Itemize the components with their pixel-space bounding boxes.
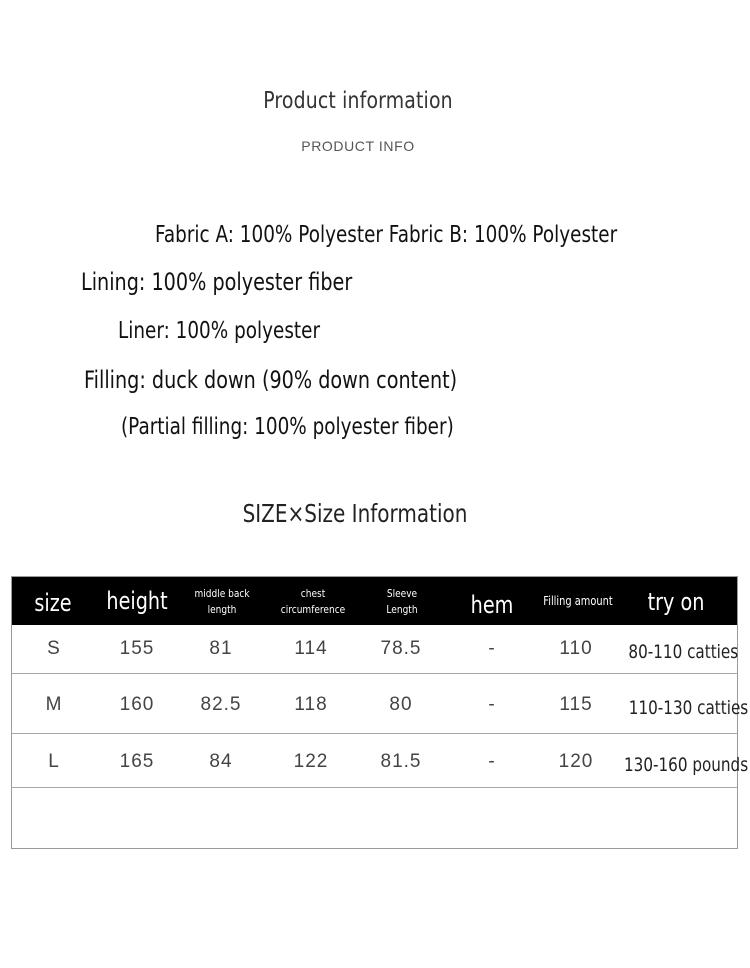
cell-size: S [47, 638, 61, 659]
cell-chest: 114 [294, 638, 328, 659]
page-title: Product information [263, 88, 453, 114]
header-size: size [34, 589, 72, 617]
material-liner: Liner: 100% polyester [118, 318, 321, 344]
cell-try-on: 130-160 pounds [624, 754, 749, 776]
header-chest-circumference [274, 586, 351, 618]
material-filling: Filling: duck down (90% down content) [84, 366, 458, 394]
table-empty-row [12, 788, 737, 848]
cell-size: L [48, 751, 60, 772]
size-table [11, 576, 749, 849]
cell-middle-back-length: 81 [209, 638, 233, 659]
cell-hem: - [488, 638, 496, 659]
cell-sleeve: 81.5 [380, 751, 422, 772]
cell-try-on: 110-130 catties [628, 697, 749, 719]
cell-chest: 118 [294, 694, 328, 715]
table-row [12, 734, 749, 788]
cell-size: M [45, 694, 63, 715]
material-fabric: Fabric A: 100% Polyester Fabric B: 100% Polyester [155, 222, 618, 248]
cell-middle-back-length: 84 [209, 751, 233, 772]
cell-middle-back-length: 82.5 [200, 694, 242, 715]
cell-sleeve: 78.5 [380, 638, 422, 659]
cell-sleeve: 80 [389, 694, 413, 715]
header-filling-amount: Filling amount [543, 594, 613, 608]
cell-height: 160 [119, 694, 155, 715]
header-sleeve-line1: Sleeve [386, 587, 418, 600]
header-middle-back-line2: length [207, 603, 237, 616]
size-table-header [12, 577, 737, 625]
header-height: height [106, 587, 168, 615]
cell-filling-amount: 115 [559, 694, 593, 715]
header-middle-back-length [188, 586, 257, 618]
cell-height: 155 [119, 638, 155, 659]
size-section-title: SIZE×Size Information [242, 499, 468, 528]
cell-height: 165 [119, 751, 155, 772]
material-partial-filling: (Partial filling: 100% polyester fiber) [121, 414, 454, 440]
table-row [12, 625, 737, 674]
header-hem: hem [470, 591, 514, 619]
table-row [12, 674, 749, 734]
header-chest-line2: circumference [280, 603, 346, 616]
cell-filling-amount: 120 [558, 751, 594, 772]
page-subtitle: PRODUCT INFO [301, 138, 415, 154]
header-sleeve-line2: Length [386, 603, 418, 616]
cell-hem: - [488, 751, 496, 772]
header-try-on: try on [647, 588, 705, 616]
cell-try-on: 80-110 catties [628, 641, 739, 663]
cell-filling-amount: 110 [559, 638, 593, 659]
header-chest-line1: chest [300, 587, 326, 600]
material-lining: Lining: 100% polyester fiber [81, 268, 353, 296]
header-middle-back-line1: middle back [194, 587, 250, 600]
cell-chest: 122 [293, 751, 329, 772]
header-sleeve-length [364, 586, 439, 618]
cell-hem: - [488, 694, 496, 715]
